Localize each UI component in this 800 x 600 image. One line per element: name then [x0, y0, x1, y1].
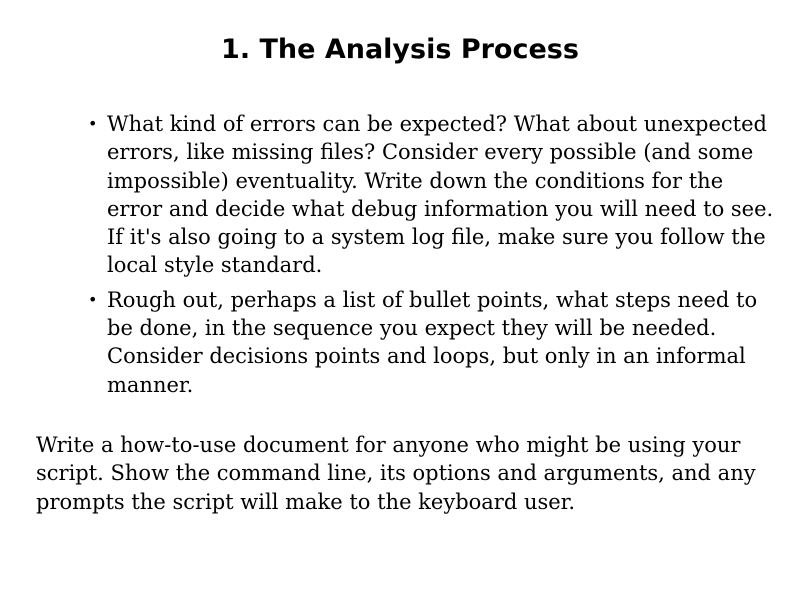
bullet-item-errors: [88, 110, 778, 280]
bullet-marker: •: [88, 289, 98, 309]
bullet-list: [88, 110, 778, 405]
how-to-use-paragraph: Write a how-to-use document for anyone who might be using your script. Show the command line, its options and arguments, and any prompts the script will make to the keyboard user.: [36, 433, 756, 514]
bullet-marker: •: [88, 114, 98, 133]
bullet-text: Rough out, perhaps a list of bullet points, what steps need to be done, in the sequence you expect they will be needed. Consider decisions points and loops, but only in an informal manner.: [107, 287, 758, 397]
bullet-item-rough-out: [88, 286, 778, 399]
bullet-text: What kind of errors can be expected? What about unexpected errors, like missing files? Consider every possible (and some impossible) eventuality. Write down the conditions for the error and decide what debug information you will need to see. If it's also going to a system log file, make sure you follow the local style standard.: [107, 112, 774, 278]
slide-title: 1. The Analysis Process: [221, 34, 579, 65]
